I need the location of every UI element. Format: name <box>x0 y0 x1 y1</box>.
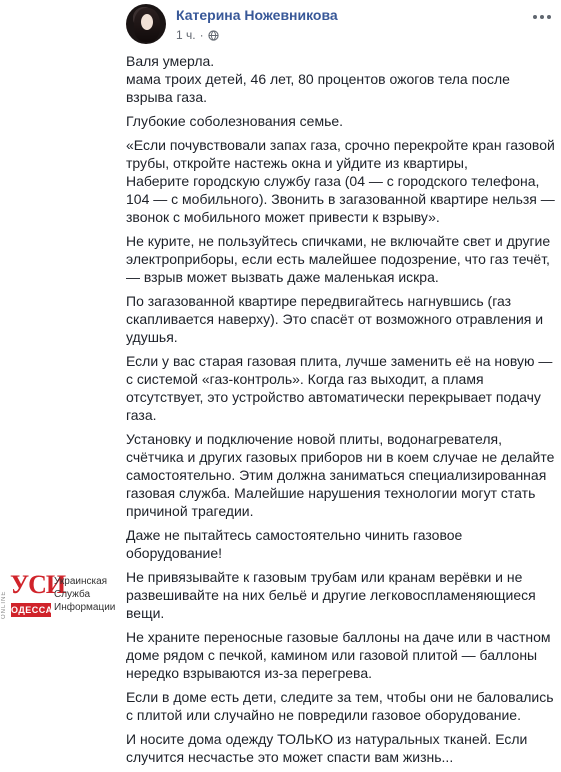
post-body <box>126 52 558 772</box>
post-paragraph: Если в доме есть дети, следите за тем, чтобы они не баловались с плитой или случайно не повредили газовое оборудование. <box>126 689 554 723</box>
post-paragraph: «Если почувствовали запах газа, срочно перекройте кран газовой трубы, откройте настежь окна и уйдите из квартиры, Наберите городскую службу газа (04 — с городского телефона, 104 — с мобильного). Звонить в загазованной квартире нельзя — звонок с мобильного может привести к взрыву». <box>126 137 555 225</box>
post-paragraph: Валя умерла. мама троих детей, 46 лет, 80 процентов ожогов тела после взрыва газа. <box>126 53 510 105</box>
post-paragraph: И носите дома одежду ТОЛЬКО из натуральных тканей. Если случится несчастье это может спасти вам жизнь... <box>126 731 528 765</box>
post-timestamp[interactable]: 1 ч. <box>176 28 196 42</box>
author-name-link[interactable]: Катерина Ножевникова <box>176 7 338 23</box>
post-paragraph: Установку и подключение новой плиты, водонагревателя, счётчика и других газовых приборов ни в коем случае не делайте самостоятельно. Этим должна заниматься специализированная газовая служба. Малейшие нарушения технологии могут стать причиной трагедии. <box>126 431 555 519</box>
watermark-line: Информации <box>54 602 116 613</box>
watermark-description <box>54 575 115 614</box>
post-paragraph: Не храните переносные газовые баллоны на даче или в частном доме рядом с печкой, камином или газовой плитой — баллоны нередко взрываются из-за перегрева. <box>126 629 551 681</box>
post-paragraph: Даже не пытайтесь самостоятельно чинить газовое оборудование! <box>126 527 463 561</box>
watermark-side-text: ONLINE <box>1 590 7 619</box>
more-horizontal-icon[interactable] <box>533 10 551 24</box>
post-paragraph: Не курите, не пользуйтесь спичками, не включайте свет и другие электроприборы, если есть малейшее подозрение, что газ течёт, — взрыв может вызвать даже маленькая искра. <box>126 233 551 285</box>
usi-watermark-logo <box>0 567 116 623</box>
post-paragraph: Не привязывайте к газовым трубам или кранам верёвки и не развешивайте на них бельё и другие легковоспламеняющиеся вещи. <box>126 569 536 621</box>
watermark-line: Служба <box>54 589 91 600</box>
avatar-face <box>141 14 153 30</box>
watermark-line: Украинская <box>54 576 108 587</box>
post-meta <box>176 28 219 42</box>
post-paragraph: Глубокие соболезнования семье. <box>126 113 344 129</box>
post-header <box>126 4 561 48</box>
watermark-brand: УСИ <box>10 570 66 599</box>
author-avatar[interactable] <box>126 4 166 44</box>
meta-separator: · <box>199 28 204 42</box>
post-paragraph: Если у вас старая газовая плита, лучше заменить её на новую — с системой «газ-контроль». Когда газ выходит, а пламя отсутствует, это устройство автоматически перекрывает подачу газа. <box>126 353 553 423</box>
globe-icon[interactable] <box>208 30 219 41</box>
watermark-city: ОДЕССА <box>11 605 53 615</box>
post-paragraph: По загазованной квартире передвигайтесь нагнувшись (газ скапливается наверху). Это спасёт от возможного отравления и удушья. <box>126 293 544 345</box>
